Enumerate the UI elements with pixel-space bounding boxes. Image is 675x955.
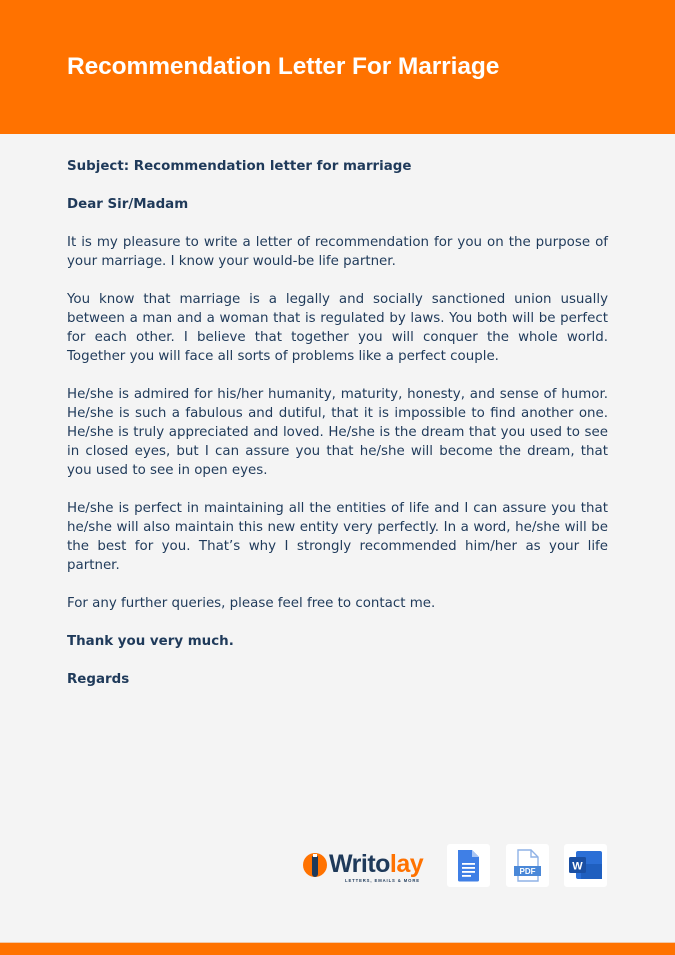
svg-text:W: W — [572, 860, 583, 873]
header-banner — [0, 0, 675, 134]
word-icon — [564, 844, 607, 887]
letter-salutation: Dear Sir/Madam — [67, 197, 189, 212]
pdf-download-button[interactable] — [506, 844, 549, 887]
letter-closing: Thank you very much. — [67, 634, 234, 649]
logo-wordmark — [329, 849, 423, 879]
logo-text-lay: lay — [389, 850, 424, 878]
logo-tagline: LETTERS, EMAILS & MORE — [345, 878, 420, 883]
footer-logos — [0, 843, 675, 889]
writolay-logo[interactable] — [303, 849, 428, 887]
svg-text:PDF: PDF — [519, 867, 536, 876]
page-title: Recommendation Letter For Marriage — [67, 53, 500, 80]
letter-paragraph: He/she is perfect in maintaining all the entities of life and I can assure you that he/she will also maintain this new entity very perfectly. In a word, he/she will be the best for you. That’s why I strongly recommended him/her as your life partner. — [67, 501, 608, 573]
letter-paragraph: For any further queries, please feel free to contact me. — [67, 596, 436, 611]
google-docs-icon — [447, 844, 490, 887]
footer-bar — [0, 943, 675, 955]
letter-paragraph: He/she is admired for his/her humanity, maturity, honesty, and sense of humor. He/she is such a fabulous and dutiful, that it is impossible to find another one. He/she is truly appreciated and loved. He/she is the dream that you used to see in closed eyes, but I can assure you that he/she will become the dream, that you used to see in open eyes. — [67, 387, 608, 478]
letter-paragraph: It is my pleasure to write a letter of recommendation for you on the purpose of your marriage. I know your would-be life partner. — [67, 235, 608, 269]
google-docs-download-button[interactable] — [447, 844, 490, 887]
logo-text-writo: Writo — [329, 850, 390, 878]
letter-body — [67, 157, 608, 708]
pencil-icon — [303, 853, 327, 877]
letter-sign-off: Regards — [67, 672, 130, 687]
word-download-button[interactable] — [564, 844, 607, 887]
pdf-file-icon — [506, 844, 549, 887]
letter-subject: Subject: Recommendation letter for marriage — [67, 159, 412, 174]
letter-paragraph: You know that marriage is a legally and socially sanctioned union usually between a man and a woman that is regulated by laws. You both will be perfect for each other. I believe that together you will conquer the whole world. Together you will face all sorts of problems like a perfect couple. — [67, 292, 608, 364]
